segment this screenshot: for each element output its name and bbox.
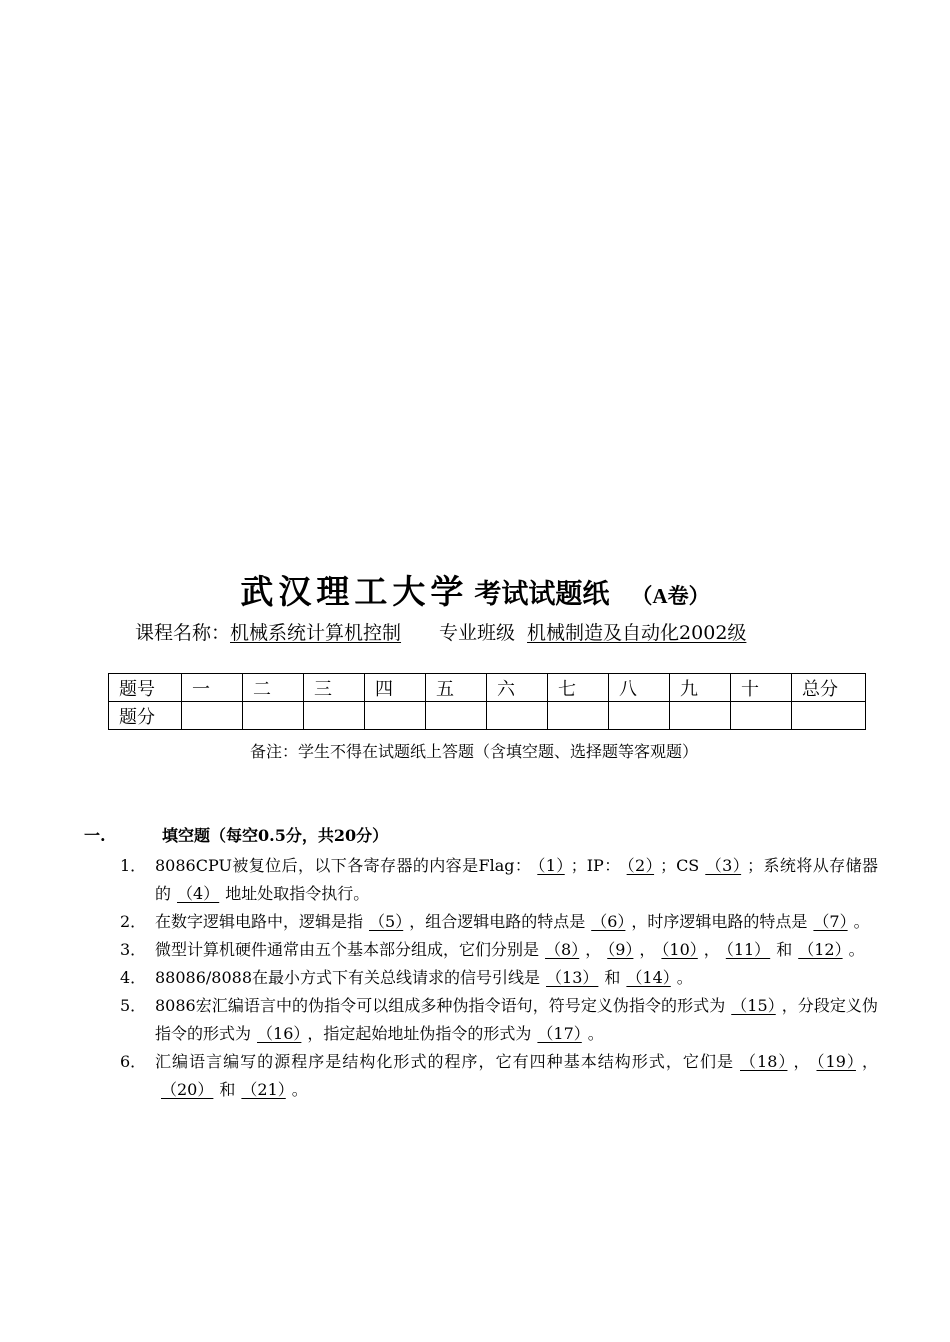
answer-blank: （4）: [177, 884, 220, 903]
answer-blank: （19）: [816, 1052, 856, 1071]
answer-blank: （16）: [257, 1024, 302, 1043]
score-cell: [670, 702, 731, 730]
question-item: [120, 852, 878, 908]
answer-blank: （18）: [740, 1052, 788, 1071]
exam-note: 备注：学生不得在试题纸上答题（含填空题、选择题等客观题）: [250, 742, 699, 761]
question-text: 和: [219, 1080, 236, 1099]
question-item: [120, 992, 878, 1048]
question-text: 地址处取指令执行。: [225, 884, 370, 903]
course-name: 机械系统计算机控制: [230, 622, 402, 644]
score-cell: [426, 702, 487, 730]
question-text: ；系统将从存储器的: [155, 856, 878, 903]
answer-blank: （8）: [545, 940, 580, 959]
question-list: [120, 852, 878, 1104]
question-text: 。: [848, 940, 865, 959]
question-text: ，: [639, 940, 656, 959]
table-cell: 四: [365, 674, 426, 702]
question-text: 。: [291, 1080, 308, 1099]
question-text: ，时序逻辑电路的特点是: [631, 912, 808, 931]
paper-label: 考试试题纸: [474, 579, 610, 610]
table-cell: 七: [548, 674, 609, 702]
question-text: 8086宏汇编语言中的伪指令可以组成多种伪指令语句，符号定义伪指令的形式为: [155, 996, 726, 1015]
question-text: 。: [587, 1024, 604, 1043]
question-text: 微型计算机硬件通常由五个基本部分组成，它们分别是: [155, 940, 540, 959]
answer-blank: （21）: [241, 1080, 286, 1099]
score-cell: [304, 702, 365, 730]
answer-blank: （17）: [537, 1024, 582, 1043]
answer-blank: （6）: [591, 912, 626, 931]
question-text: ，: [793, 1052, 811, 1071]
question-number: 3．: [120, 940, 147, 959]
question-text: ，: [703, 940, 720, 959]
question-text: ；CS: [660, 856, 700, 875]
major-name: 机械制造及自动化2002级: [527, 622, 747, 644]
question-item: [120, 936, 878, 964]
table-cell: 八: [609, 674, 670, 702]
question-number: 2．: [120, 912, 147, 931]
question-item: [120, 908, 878, 936]
answer-blank: （13）: [546, 968, 599, 987]
question-text: ，: [861, 1052, 878, 1071]
question-text: 和: [604, 968, 621, 987]
answer-blank: （7）: [813, 912, 848, 931]
question-number: 4．: [120, 968, 147, 987]
question-number: 5．: [120, 996, 147, 1015]
question-number: 6．: [120, 1052, 147, 1071]
major-label: 专业班级: [439, 622, 516, 644]
question-text: 8086CPU被复位后，以下各寄存器的内容是Flag：: [155, 856, 532, 875]
course-label: 课程名称：: [135, 622, 231, 644]
question-text: 。: [853, 912, 870, 931]
question-text: 汇编语言编写的源程序是结构化形式的程序，它有四种基本结构形式，它们是: [155, 1052, 734, 1071]
score-cell: [609, 702, 670, 730]
score-table: [108, 673, 866, 730]
table-cell: 题分: [109, 702, 182, 730]
answer-blank: （5）: [369, 912, 404, 931]
score-cell: [182, 702, 243, 730]
table-cell: 二: [243, 674, 304, 702]
section-number: 一.: [84, 826, 106, 845]
section-title: 填空题（每空0.5分，共20分）: [162, 826, 389, 845]
table-cell: 三: [304, 674, 365, 702]
score-cell: [365, 702, 426, 730]
section-heading: [84, 823, 388, 846]
score-cell: [731, 702, 792, 730]
question-item: [120, 964, 878, 992]
volume-label: （A卷）: [631, 584, 710, 608]
answer-blank: （1）: [537, 856, 565, 875]
answer-blank: （20）: [161, 1080, 214, 1099]
answer-blank: （3）: [705, 856, 742, 875]
score-cell: [792, 702, 866, 730]
answer-blank: （15）: [731, 996, 776, 1015]
question-text: ；IP：: [570, 856, 621, 875]
question-item: [120, 1048, 878, 1104]
university-name: 武汉理工大学: [240, 572, 469, 611]
answer-blank: （14）: [626, 968, 671, 987]
table-cell: 九: [670, 674, 731, 702]
question-text: ，组合逻辑电路的特点是: [409, 912, 586, 931]
table-cell: 五: [426, 674, 487, 702]
score-cell: [548, 702, 609, 730]
question-number: 1．: [120, 856, 147, 875]
score-cell: [487, 702, 548, 730]
course-info: [135, 618, 746, 645]
table-cell: 一: [182, 674, 243, 702]
table-cell: 六: [487, 674, 548, 702]
question-text: 。: [676, 968, 693, 987]
answer-blank: （11）: [725, 940, 771, 959]
answer-blank: （2）: [626, 856, 655, 875]
question-text: 和: [776, 940, 793, 959]
question-text: ，: [585, 940, 602, 959]
answer-blank: （12）: [798, 940, 843, 959]
exam-title: [0, 566, 950, 613]
score-cell: [243, 702, 304, 730]
question-text: 88086/8088在最小方式下有关总线请求的信号引线是: [155, 968, 541, 987]
answer-blank: （10）: [661, 940, 698, 959]
question-text: 在数字逻辑电路中，逻辑是指: [155, 912, 364, 931]
question-text: ，指定起始地址伪指令的形式为: [307, 1024, 532, 1043]
score-table-header-row: [109, 674, 866, 702]
score-table-score-row: [109, 702, 866, 730]
table-cell: 十: [731, 674, 792, 702]
answer-blank: （9）: [607, 940, 634, 959]
table-cell: 题号: [109, 674, 182, 702]
table-cell: 总分: [792, 674, 866, 702]
question-text: ，分段定义伪指令的形式为: [155, 996, 878, 1043]
